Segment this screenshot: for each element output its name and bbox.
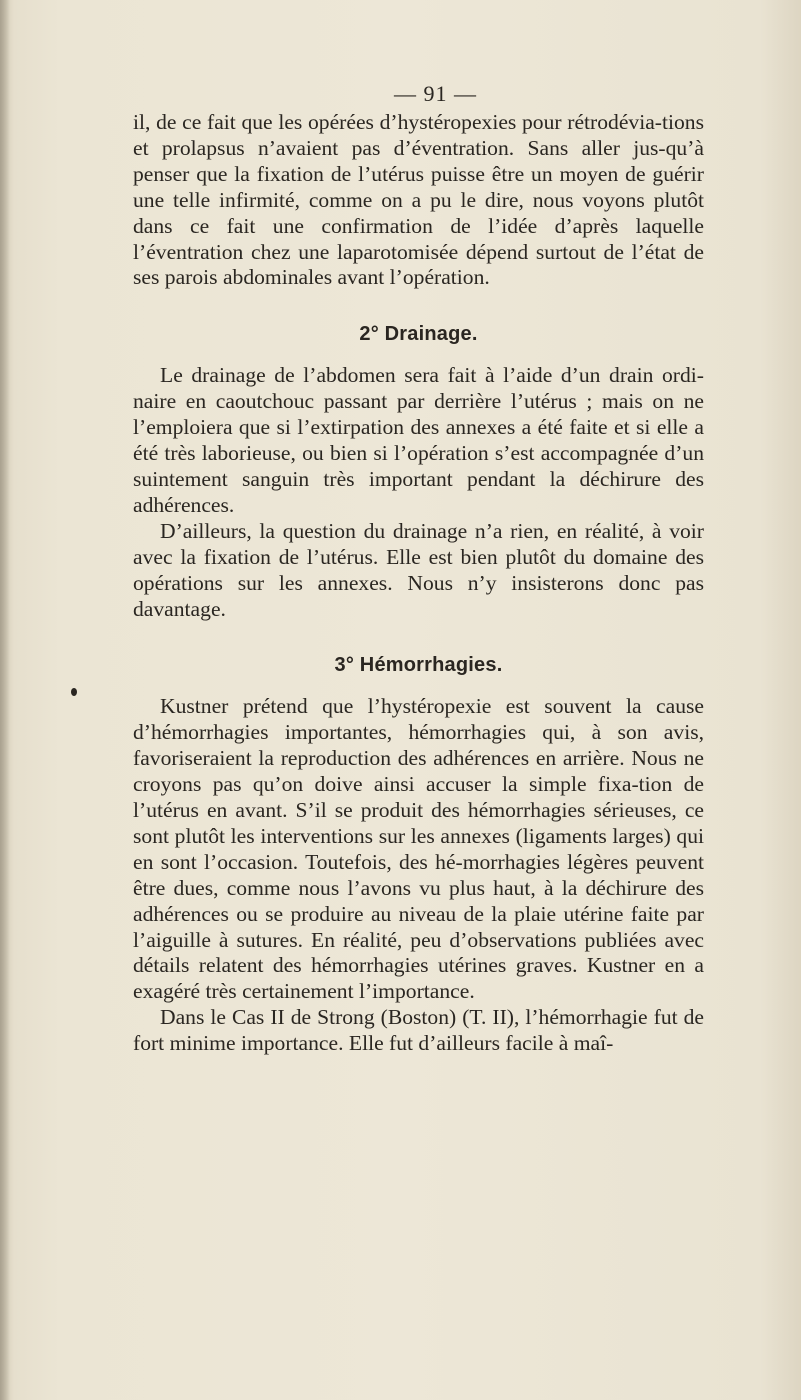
paragraph-1: il, de ce fait que les opérées d’hystéropexies pour rétrodévia-tions et prolapsus n’avaient pas d’éventration. Sans aller jus-qu’à penser que la fixation de l’utérus puisse être un moyen de guérir une telle infirmité, comme on a pu le dire, nous voyons plutôt dans ce fait une confirmation de l’idée d’après laquelle l’éventration chez une laparotomisée dépend surtout de l’état de ses parois abdominales avant l’opération.	[133, 110, 704, 290]
paragraph-3: D’ailleurs, la question du drainage n’a rien, en réalité, à voir avec la fixation de l’utérus. Elle est bien plutôt du domaine des opérations sur les annexes. Nous n’y insisterons donc pas davantage.	[133, 518, 704, 621]
section-heading-drainage: 2° Drainage.	[359, 323, 478, 346]
ink-spot	[71, 688, 77, 696]
paragraph-2: Le drainage de l’abdomen sera fait à l’aide d’un drain ordi-naire en caoutchouc passant par derrière l’utérus ; mais on ne l’emploiera que si l’extirpation des annexes a été faite et si elle a été très laborieuse, ou bien si l’opération s’est accompagnée d’un suintement sanguin très important pendant la déchirure des adhérences.	[133, 363, 704, 517]
binding-shadow	[0, 0, 10, 1400]
paragraph-5: Dans le Cas II de Strong (Boston) (T. II), l’hémorrhagie fut de fort minime importance. Elle fut d’ailleurs facile à maî-	[133, 1005, 704, 1056]
section-heading-hemorrhagies: 3° Hémorrhagies.	[334, 654, 503, 677]
paragraph-4: Kustner prétend que l’hystéropexie est souvent la cause d’hémorrhagies importantes, hémorrhagies qui, à son avis, favoriseraient la reproduction des adhérences en arrière. Nous ne croyons pas qu’on doive ainsi accuser la simple fixa-tion de l’utérus en avant. S’il se produit des hémorrhagies sérieuses, ce sont plutôt les interventions sur les annexes (ligaments larges) qui en sont l’occasion. Toutefois, des hé-morrhagies légères peuvent être dues, comme nous l’avons vu plus haut, à la déchirure des adhérences ou se produire au niveau de la plaie utérine faite par l’aiguille à sutures. En réalité, peu d’observations publiées avec détails relatent des hémorrhagies utérines graves. Kustner en a exagéré très certainement l’importance.	[133, 694, 704, 1004]
page-text	[133, 78, 704, 1057]
page-number: — 91 —	[394, 81, 477, 106]
